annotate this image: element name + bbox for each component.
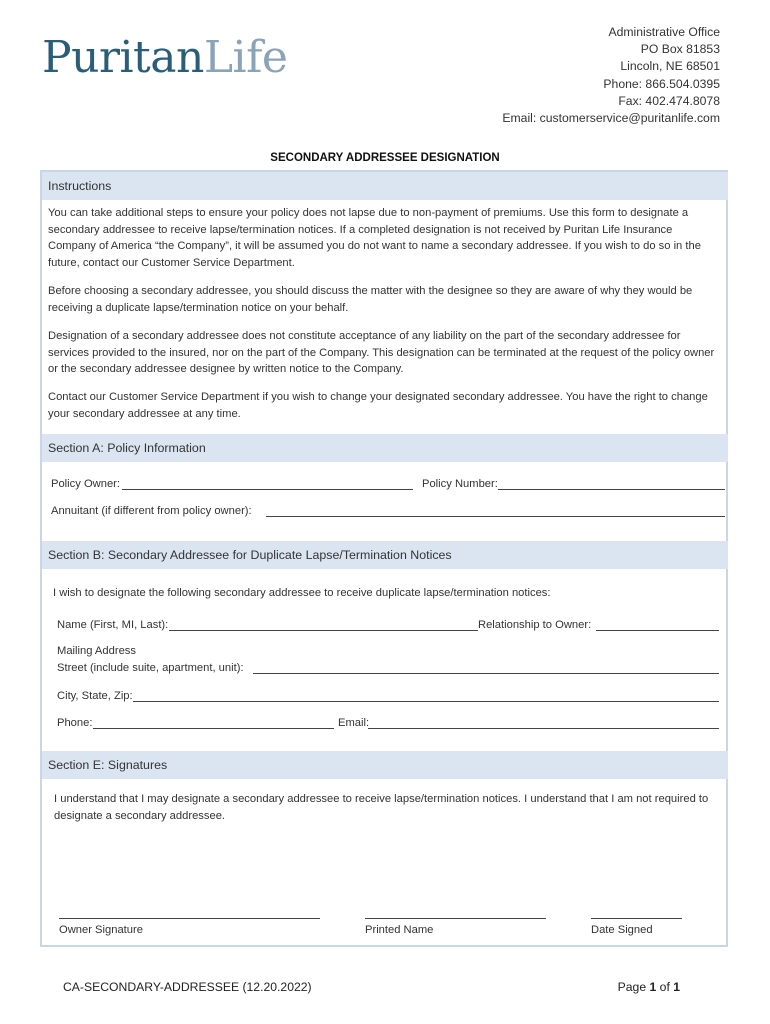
logo-text-puritan: Puritan [42,32,204,83]
page-current: 1 [649,980,657,994]
printed-name-label: Printed Name [365,924,434,936]
office-address-block [502,24,720,127]
mailing-address-label: Mailing Address [57,645,136,657]
page-total: 1 [673,980,680,994]
instructions-paragraph-2: Before choosing a secondary addressee, you should discuss the matter with the designee so they are aware of why they would be receiving a duplicate lapse/termination notice on your behalf. [48,285,693,314]
section-a-header: Section A: Policy Information [42,434,728,462]
page-number [618,980,680,994]
annuitant-field[interactable] [266,516,725,517]
addressee-name-label: Name (First, MI, Last): [57,619,169,631]
email-label: Email: [338,717,370,729]
office-city: Lincoln, NE 68501 [620,59,720,74]
instructions-header: Instructions [42,172,728,200]
email-field[interactable] [368,728,719,729]
relationship-field[interactable] [596,630,719,631]
date-signed-label: Date Signed [591,924,653,936]
page-prefix: Page [617,980,650,994]
section-b-header: Section B: Secondary Addressee for Duplicate Lapse/Termination Notices [42,541,728,569]
office-title: Administrative Office [608,25,720,39]
phone-field[interactable] [93,728,334,729]
company-logo [42,30,287,86]
office-po-box: PO Box 81853 [640,42,720,57]
phone-label: Phone: [57,717,93,729]
street-label: Street (include suite, apartment, unit): [57,662,244,674]
section-e-header: Section E: Signatures [42,751,728,779]
signature-acknowledgement: I understand that I may designate a secondary addressee to receive lapse/termination notices. I understand that I am not required to designate a secondary addressee. [54,793,709,822]
city-state-zip-label: City, State, Zip: [57,690,133,702]
relationship-label: Relationship to Owner: [478,619,592,631]
instructions-paragraph-1: You can take additional steps to ensure your policy does not lapse due to non-payment of premiums. Use this form to designate a secondary addressee to receive lapse/termination notices. If a completed designation is not received by Puritan Life Insurance Company of America “the Company”, it will be assumed you do not want to name a secondary addressee. If you wish to do so in the future, contact our Customer Service Department. [48,207,701,269]
policy-number-label: Policy Number: [422,478,498,490]
city-state-zip-field[interactable] [133,701,719,702]
form-id: CA-SECONDARY-ADDRESSEE (12.20.2022) [63,980,312,994]
document-title: SECONDARY ADDRESSEE DESIGNATION [270,152,500,164]
page-of: of [656,980,674,994]
instructions-paragraph-4: Contact our Customer Service Department if you wish to change your designated secondary addressee. You have the right to change your secondary addressee at any time. [48,391,708,420]
section-b-intro: I wish to designate the following secondary addressee to receive duplicate lapse/termination notices: [53,587,551,599]
policy-owner-field[interactable] [122,489,413,490]
instructions-paragraph-3: Designation of a secondary addressee does not constitute acceptance of any liability on the part of the secondary addressee for services provided to the insured, nor on the part of the Company. This designation can be terminated at the request of the policy owner or the secondary addressee designee by written notice to the Company. [48,330,715,376]
street-field[interactable] [253,673,719,674]
policy-owner-label: Policy Owner: [51,478,121,490]
office-fax: Fax: 402.474.8078 [618,93,720,108]
logo-text-life: Life [203,32,288,83]
annuitant-label: Annuitant (if different from policy owner): [51,505,252,517]
owner-signature-field[interactable] [59,918,320,919]
addressee-name-field[interactable] [169,630,478,631]
date-signed-field[interactable] [591,918,682,919]
owner-signature-label: Owner Signature [59,924,143,936]
office-phone: Phone: 866.504.0395 [603,76,720,91]
office-email: Email: customerservice@puritanlife.com [502,111,720,126]
policy-number-field[interactable] [498,489,725,490]
printed-name-field[interactable] [365,918,546,919]
